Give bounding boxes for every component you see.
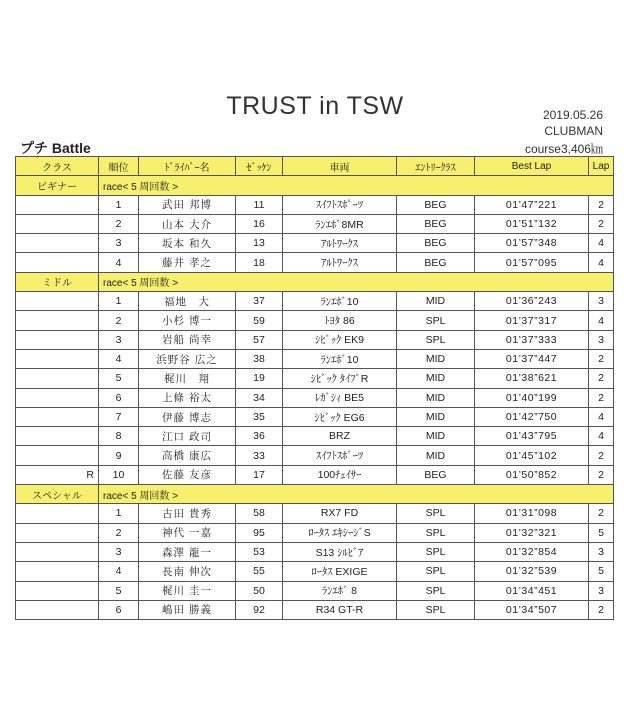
car-number: 16 [236, 214, 283, 233]
car-model: ｼﾋﾞｯｸ EK9 [283, 330, 397, 349]
car-model: ﾗﾝｴﾎﾞ10 [283, 349, 397, 368]
lap-number: 2 [589, 349, 614, 368]
entry-class: BEG [397, 214, 475, 233]
lap-number: 2 [589, 446, 614, 465]
driver-name: 浜野谷 広之 [139, 349, 236, 368]
entry-class: MID [397, 388, 475, 407]
car-model: R34 GT-R [283, 600, 397, 619]
lap-number: 4 [589, 427, 614, 446]
lap-number: 3 [589, 330, 614, 349]
car-model: ｼﾋﾞｯｸ ﾀｲﾌﾟR [283, 369, 397, 388]
table-row [16, 523, 614, 542]
entry-class: BEG [397, 465, 475, 484]
car-number: 95 [236, 523, 283, 542]
driver-name: 古田 貴秀 [139, 504, 236, 523]
lap-number: 2 [589, 388, 614, 407]
entry-class: SPL [397, 330, 475, 349]
lap-number: 2 [589, 195, 614, 214]
table-row [16, 465, 614, 484]
entry-class: SPL [397, 581, 475, 600]
lap-number: 3 [589, 581, 614, 600]
battle-subtitle: プチ Battle [20, 140, 91, 156]
table-row [16, 253, 614, 272]
best-lap: 01’34”451 [475, 581, 589, 600]
table-row [16, 311, 614, 330]
header-driver: ﾄﾞﾗｲﾊﾞｰ名 [139, 157, 236, 176]
car-number: 35 [236, 407, 283, 426]
best-lap: 01’37”447 [475, 349, 589, 368]
class-mark [16, 581, 99, 600]
car-number: 34 [236, 388, 283, 407]
position: 6 [99, 388, 139, 407]
entry-class: SPL [397, 523, 475, 542]
position: 10 [99, 465, 139, 484]
driver-name: 藤井 孝之 [139, 253, 236, 272]
car-number: 38 [236, 349, 283, 368]
position: 4 [99, 349, 139, 368]
class-mark [16, 542, 99, 561]
page-title: TRUST in TSW [226, 92, 404, 120]
car-model: BRZ [283, 427, 397, 446]
car-number: 55 [236, 562, 283, 581]
best-lap: 01’31”098 [475, 504, 589, 523]
driver-name: 上條 裕太 [139, 388, 236, 407]
position: 3 [99, 542, 139, 561]
class-mark [16, 446, 99, 465]
driver-name: 長南 伸次 [139, 562, 236, 581]
table-row [16, 600, 614, 619]
event-date: 2019.05.26 [542, 108, 603, 122]
car-model: ﾗﾝｴﾎﾞ 8 [283, 581, 397, 600]
best-lap: 01’42”750 [475, 407, 589, 426]
header-position: 順位 [99, 157, 139, 176]
header-class: クラス [16, 157, 99, 176]
class-mark [16, 311, 99, 330]
entry-class: BEG [397, 234, 475, 253]
car-model: S13 ｼﾙﾋﾞｱ [283, 542, 397, 561]
group-race-info: race< 5 周回数 > [99, 485, 614, 504]
table-row [16, 214, 614, 233]
header-car: 車両 [283, 157, 397, 176]
group-row [16, 176, 614, 195]
best-lap: 01’43”795 [475, 427, 589, 446]
car-model: RX7 FD [283, 504, 397, 523]
best-lap: 01’51”132 [475, 214, 589, 233]
entry-class: MID [397, 407, 475, 426]
position: 1 [99, 195, 139, 214]
table-row [16, 292, 614, 311]
best-lap: 01’47”221 [475, 195, 589, 214]
lap-number: 2 [589, 504, 614, 523]
position: 2 [99, 214, 139, 233]
entry-class: MID [397, 349, 475, 368]
entry-class: MID [397, 369, 475, 388]
best-lap: 01’37”333 [475, 330, 589, 349]
driver-name: 梶川 圭一 [139, 581, 236, 600]
class-mark [16, 234, 99, 253]
event-category: CLUBMAN [544, 124, 603, 138]
best-lap: 01’34”507 [475, 600, 589, 619]
car-model: ﾚｶﾞｼｨ BE5 [283, 388, 397, 407]
car-number: 11 [236, 195, 283, 214]
lap-number: 5 [589, 523, 614, 542]
position: 8 [99, 427, 139, 446]
best-lap: 01’50”852 [475, 465, 589, 484]
class-mark [16, 330, 99, 349]
position: 6 [99, 600, 139, 619]
lap-number: 4 [589, 407, 614, 426]
entry-class: MID [397, 292, 475, 311]
entry-class: MID [397, 427, 475, 446]
group-name: スペシャル [16, 485, 99, 504]
position: 1 [99, 292, 139, 311]
best-lap: 01’32”854 [475, 542, 589, 561]
position: 2 [99, 523, 139, 542]
header-number: ｾﾞｯｹﾝ [236, 157, 283, 176]
driver-name: 坂本 和久 [139, 234, 236, 253]
position: 3 [99, 330, 139, 349]
best-lap: 01’45”102 [475, 446, 589, 465]
position: 7 [99, 407, 139, 426]
car-model: ﾛｰﾀｽ EXIGE [283, 562, 397, 581]
course-length: course3,406㎞ [524, 142, 603, 156]
driver-name: 梶川 翔 [139, 369, 236, 388]
group-race-info: race< 5 周回数 > [99, 272, 614, 291]
position: 2 [99, 311, 139, 330]
car-number: 58 [236, 504, 283, 523]
driver-name: 佐藤 友彦 [139, 465, 236, 484]
best-lap: 01’37”317 [475, 311, 589, 330]
group-race-info: race< 5 周回数 > [99, 176, 614, 195]
table-row [16, 407, 614, 426]
entry-class: MID [397, 446, 475, 465]
class-mark [16, 349, 99, 368]
class-mark [16, 195, 99, 214]
header-best-lap: Best Lap [475, 157, 589, 176]
lap-number: 5 [589, 562, 614, 581]
position: 4 [99, 562, 139, 581]
class-mark: R [16, 465, 99, 484]
car-model: ｽｲﾌﾄｽﾎﾟｰﾂ [283, 195, 397, 214]
results-body [16, 176, 614, 620]
car-model: ﾄﾖﾀ 86 [283, 311, 397, 330]
table-row [16, 330, 614, 349]
group-name: ミドル [16, 272, 99, 291]
best-lap: 01’57”348 [475, 234, 589, 253]
class-mark [16, 427, 99, 446]
header-row [16, 157, 614, 176]
car-model: ﾗﾝｴﾎﾞ10 [283, 292, 397, 311]
driver-name: 小杉 博一 [139, 311, 236, 330]
lap-number: 4 [589, 311, 614, 330]
car-number: 53 [236, 542, 283, 561]
car-number: 37 [236, 292, 283, 311]
class-mark [16, 369, 99, 388]
best-lap: 01’40”199 [475, 388, 589, 407]
best-lap: 01’38”621 [475, 369, 589, 388]
lap-number: 3 [589, 542, 614, 561]
car-model: ｱﾙﾄﾜｰｸｽ [283, 253, 397, 272]
best-lap: 01’32”539 [475, 562, 589, 581]
entry-class: SPL [397, 504, 475, 523]
group-row [16, 485, 614, 504]
table-row [16, 369, 614, 388]
driver-name: 嶋田 勝義 [139, 600, 236, 619]
table-row [16, 349, 614, 368]
car-number: 18 [236, 253, 283, 272]
table-row [16, 234, 614, 253]
driver-name: 森澤 龍一 [139, 542, 236, 561]
header-lap: Lap [589, 157, 614, 176]
car-number: 33 [236, 446, 283, 465]
entry-class: SPL [397, 311, 475, 330]
lap-number: 2 [589, 214, 614, 233]
class-mark [16, 292, 99, 311]
driver-name: 山本 大介 [139, 214, 236, 233]
table-row [16, 542, 614, 561]
class-mark [16, 253, 99, 272]
car-number: 36 [236, 427, 283, 446]
lap-number: 2 [589, 369, 614, 388]
group-row [16, 272, 614, 291]
car-model: 100ﾁｪｲｻｰ [283, 465, 397, 484]
entry-class: BEG [397, 253, 475, 272]
entry-class: SPL [397, 562, 475, 581]
position: 5 [99, 581, 139, 600]
car-model: ｽｲﾌﾄｽﾎﾟｰﾂ [283, 446, 397, 465]
table-row [16, 504, 614, 523]
car-model: ﾛｰﾀｽ ｴｷｼｰｼﾞS [283, 523, 397, 542]
driver-name: 高橋 康広 [139, 446, 236, 465]
car-number: 50 [236, 581, 283, 600]
best-lap: 01’32”321 [475, 523, 589, 542]
car-number: 19 [236, 369, 283, 388]
lap-number: 2 [589, 600, 614, 619]
lap-number: 4 [589, 253, 614, 272]
car-model: ﾗﾝｴﾎﾞ8MR [283, 214, 397, 233]
class-mark [16, 600, 99, 619]
car-model: ｼﾋﾞｯｸ EG6 [283, 407, 397, 426]
results-table [15, 156, 614, 620]
best-lap: 01’57”095 [475, 253, 589, 272]
car-number: 13 [236, 234, 283, 253]
driver-name: 武田 邦博 [139, 195, 236, 214]
position: 3 [99, 234, 139, 253]
table-row [16, 427, 614, 446]
entry-class: BEG [397, 195, 475, 214]
driver-name: 伊藤 博志 [139, 407, 236, 426]
driver-name: 江口 政司 [139, 427, 236, 446]
position: 4 [99, 253, 139, 272]
table-row [16, 562, 614, 581]
lap-number: 2 [589, 465, 614, 484]
driver-name: 福地 大 [139, 292, 236, 311]
car-number: 92 [236, 600, 283, 619]
table-row [16, 446, 614, 465]
table-row [16, 195, 614, 214]
table-row [16, 388, 614, 407]
position: 1 [99, 504, 139, 523]
position: 5 [99, 369, 139, 388]
class-mark [16, 504, 99, 523]
class-mark [16, 214, 99, 233]
table-row [16, 581, 614, 600]
class-mark [16, 562, 99, 581]
best-lap: 01’36”243 [475, 292, 589, 311]
group-name: ビギナー [16, 176, 99, 195]
class-mark [16, 523, 99, 542]
lap-number: 3 [589, 292, 614, 311]
car-number: 57 [236, 330, 283, 349]
car-number: 59 [236, 311, 283, 330]
entry-class: SPL [397, 542, 475, 561]
driver-name: 神代 一嘉 [139, 523, 236, 542]
car-model: ｱﾙﾄﾜｰｸｽ [283, 234, 397, 253]
driver-name: 岩船 尚幸 [139, 330, 236, 349]
class-mark [16, 407, 99, 426]
car-number: 17 [236, 465, 283, 484]
position: 9 [99, 446, 139, 465]
lap-number: 4 [589, 234, 614, 253]
class-mark [16, 388, 99, 407]
header-entry-class: ｴﾝﾄﾘｰｸﾗｽ [397, 157, 475, 176]
entry-class: SPL [397, 600, 475, 619]
